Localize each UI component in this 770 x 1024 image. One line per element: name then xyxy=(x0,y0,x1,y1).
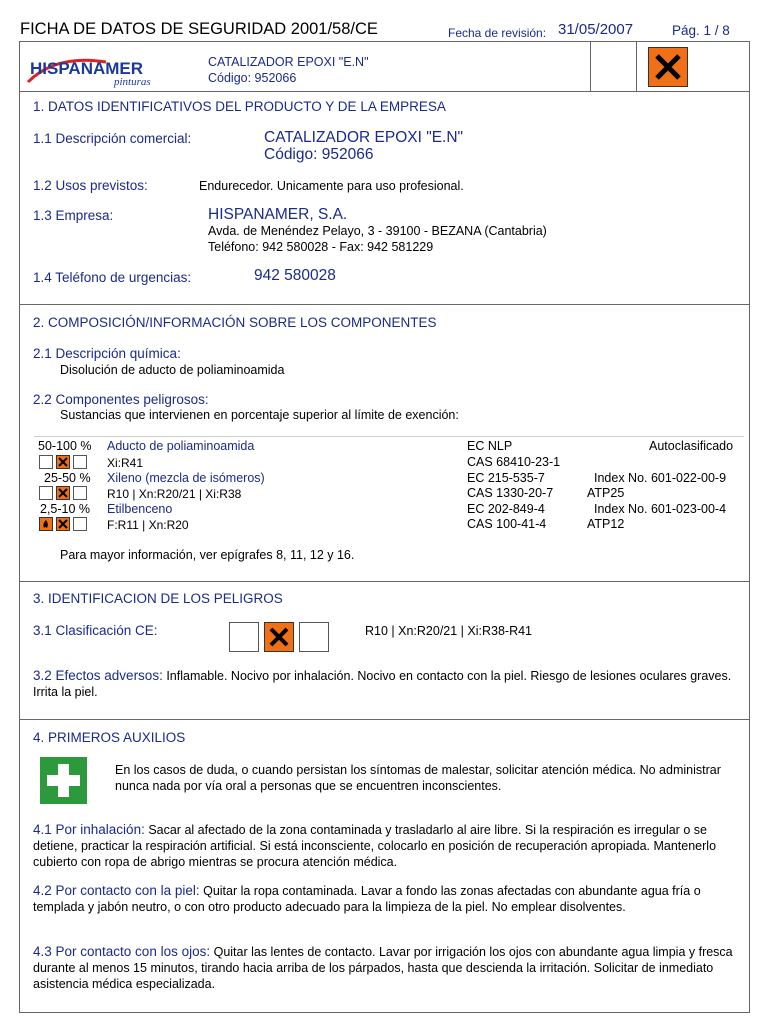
header-product-name: CATALIZADOR EPOXI "E.N" xyxy=(208,55,369,69)
clasificacion-label: 3.1 Clasificación CE: xyxy=(33,623,158,638)
empty-hazard-box xyxy=(73,455,87,469)
eyes-label: 4.3 Por contacto con los ojos: xyxy=(33,944,211,959)
first-aid-inhalation xyxy=(33,822,743,870)
empresa-label: 1.3 Empresa: xyxy=(33,208,114,223)
component-pct: 2,5-10 % xyxy=(40,502,91,516)
desc-code: Código: 952066 xyxy=(264,146,374,163)
empty-hazard-box xyxy=(73,517,87,531)
logo-sub: pinturas xyxy=(114,76,151,88)
empresa-name: HISPANAMER, S.A. xyxy=(208,206,348,223)
harmful-x-icon xyxy=(648,47,688,87)
section-3-title: 3. IDENTIFICACION DE LOS PELIGROS xyxy=(33,591,283,606)
component-name: Aducto de poliaminoamida xyxy=(107,439,255,453)
section-2-title: 2. COMPOSICIÓN/INFORMACIÓN SOBRE LOS COMPONENTES xyxy=(33,315,437,330)
component-extra2: ATP25 xyxy=(587,486,625,500)
section-4-title: 4. PRIMEROS AUXILIOS xyxy=(33,730,186,745)
harmful-x-icon xyxy=(56,455,70,469)
header-product-code: Código: 952066 xyxy=(208,71,297,85)
peligrosos-value: Sustancias que intervienen en porcentaje superior al límite de exención: xyxy=(60,408,459,422)
component-pct: 50-100 % xyxy=(38,439,92,453)
revision-date-value: 31/05/2007 xyxy=(558,21,634,38)
harmful-x-icon xyxy=(56,517,70,531)
inhalation-label: 4.1 Por inhalación: xyxy=(33,822,145,837)
component-cas: CAS 100-41-4 xyxy=(467,517,547,531)
efectos-label: 3.2 Efectos adversos: xyxy=(33,668,163,683)
component-ec: EC 215-535-7 xyxy=(467,471,545,485)
component-ec: EC NLP xyxy=(467,439,513,453)
component-cas: CAS 68410-23-1 xyxy=(467,455,561,469)
page-number: Pág. 1 / 8 xyxy=(672,23,730,38)
eyes-text: Quitar las lentes de contacto. Lavar por irrigación los ojos con abundante agua limpia y fresca durante al menos 15 minutos, tirando hacia arriba de los párpados, hasta que descienda la irritación. Solicitar de inmediato asistencia médica especializada. xyxy=(33,945,733,991)
component-extra1: Index No. 601-023-00-4 xyxy=(594,502,727,516)
component-ec: EC 202-849-4 xyxy=(467,502,545,516)
component-risk: R10 | Xn:R20/21 | Xi:R38 xyxy=(107,487,242,501)
skin-text: Quitar la ropa contaminada. Lavar a fondo las zonas afectadas con abundante agua fría o templada y jabón neutro, o con otro producto adecuado para la limpieza de la piel. No emplear disolventes. xyxy=(33,884,701,914)
quimica-label: 2.1 Descripción química: xyxy=(33,346,181,361)
more-info: Para mayor información, ver epígrafes 8, 11, 12 y 16. xyxy=(60,548,355,562)
desc-label: 1.1 Descripción comercial: xyxy=(33,131,192,146)
revision-date-label: Fecha de revisión: xyxy=(448,26,547,40)
component-name: Etilbenceno xyxy=(107,502,173,516)
usos-label: 1.2 Usos previstos: xyxy=(33,178,148,193)
harmful-x-icon xyxy=(56,486,70,500)
harmful-x-icon xyxy=(264,622,294,652)
urgencias-label: 1.4 Teléfono de urgencias: xyxy=(33,270,192,285)
quimica-value: Disolución de aducto de poliaminoamida xyxy=(60,363,285,377)
section-1-title: 1. DATOS IDENTIFICATIVOS DEL PRODUCTO Y DE LA EMPRESA xyxy=(33,99,446,114)
urgencias-value: 942 580028 xyxy=(254,267,336,284)
skin-label: 4.2 Por contacto con la piel: xyxy=(33,883,200,898)
document-title: FICHA DE DATOS DE SEGURIDAD 2001/58/CE xyxy=(20,20,378,38)
desc-name: CATALIZADOR EPOXI "E.N" xyxy=(264,129,464,146)
empresa-phone: Teléfono: 942 580028 - Fax: 942 581229 xyxy=(208,240,434,254)
efectos-value: Inflamable. Nocivo por inhalación. Nocivo en contacto con la piel. Riesgo de lesiones oculares graves. Irrita la piel. xyxy=(33,669,732,699)
efectos-adversos xyxy=(33,668,733,700)
component-extra2: ATP12 xyxy=(587,517,625,531)
first-aid-cross-icon xyxy=(40,757,87,804)
usos-value: Endurecedor. Unicamente para uso profesional. xyxy=(199,179,464,193)
empresa-address: Avda. de Menéndez Pelayo, 3 - 39100 - BEZANA (Cantabria) xyxy=(208,224,547,238)
first-aid-skin xyxy=(33,883,743,915)
component-name: Xileno (mezcla de isómeros) xyxy=(107,471,265,485)
clasificacion-value: R10 | Xn:R20/21 | Xi:R38-R41 xyxy=(365,624,532,638)
empty-hazard-box xyxy=(39,455,53,469)
component-extra1: Autoclasificado xyxy=(649,439,734,453)
first-aid-eyes xyxy=(33,944,743,992)
component-cas: CAS 1330-20-7 xyxy=(467,486,554,500)
logo-text: HISPANAMER xyxy=(30,59,144,78)
empty-hazard-box xyxy=(39,486,53,500)
component-pct: 25-50 % xyxy=(44,471,91,485)
component-extra1: Index No. 601-022-00-9 xyxy=(594,471,727,485)
component-risk: Xi:R41 xyxy=(107,456,144,470)
empty-hazard-box xyxy=(73,486,87,500)
first-aid-intro: En los casos de duda, o cuando persistan los síntomas de malestar, solicitar atención médica. No administrar nunca nada por vía oral a personas que se encuentren inconscientes. xyxy=(115,763,721,793)
flammable-icon xyxy=(39,517,53,531)
empty-hazard-box xyxy=(299,622,329,652)
component-risk: F:R11 | Xn:R20 xyxy=(107,518,189,532)
inhalation-text: Sacar al afectado de la zona contaminada y trasladarlo al aire libre. Si la respiración es irregular o se detiene, practicar la respiración artificial. Si está inconsciente, colocarlo en posición de recuperación apropiada. Mantenerlo cubierto con ropa de abrigo mientras se procura atención médica. xyxy=(33,823,717,869)
company-logo xyxy=(26,52,191,88)
empty-hazard-box xyxy=(229,622,259,652)
peligrosos-label: 2.2 Componentes peligrosos: xyxy=(33,392,209,407)
